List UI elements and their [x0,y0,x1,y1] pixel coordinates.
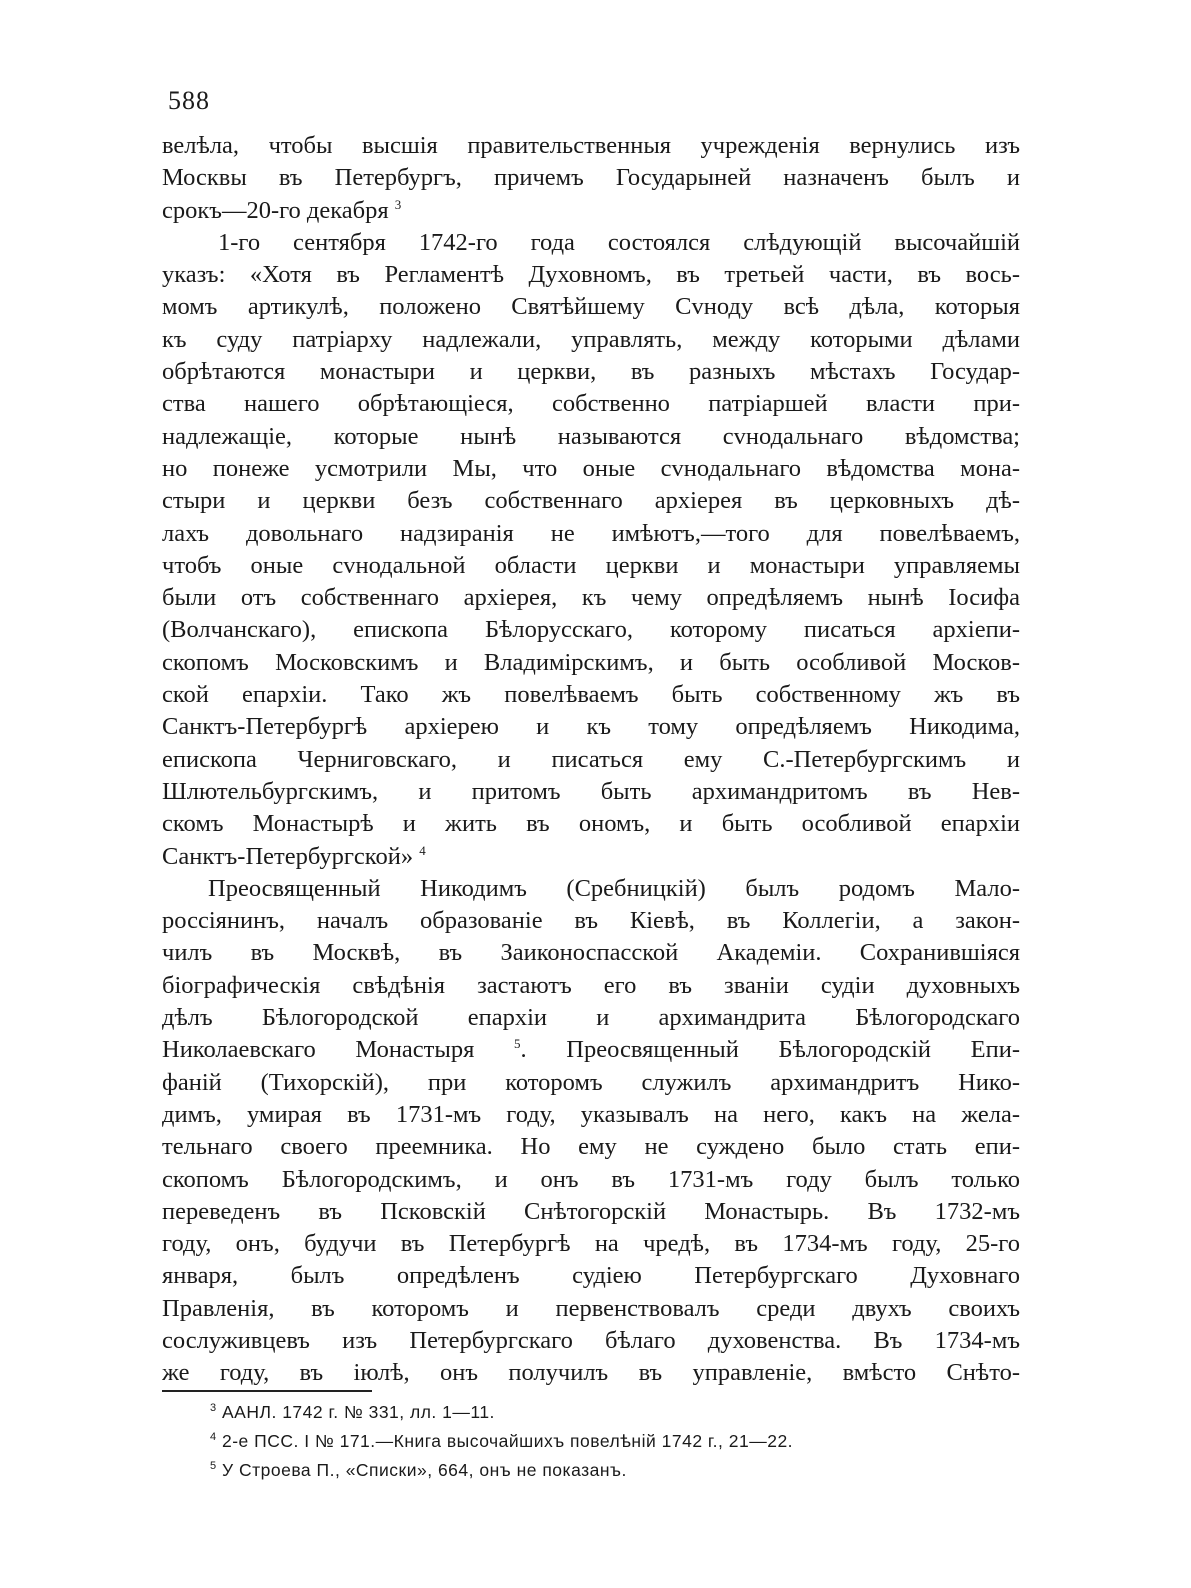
text-line: указъ: «Хотя въ Регламентѣ Духовномъ, въ третьей части, въ вось- [162,261,1020,289]
footnotes [210,1398,970,1485]
footnote-number: 5 [210,1460,217,1473]
page-number: 588 [168,86,210,115]
text-line: были отъ собственнаго архіерея, къ чему опредѣляемъ нынѣ Іосифа [162,584,1020,612]
footnote-text: ААНЛ. 1742 г. № 331, лл. 1—11. [222,1402,495,1422]
text-line: россіянинъ, началъ образованіе въ Кіевѣ, въ Коллегіи, а закон- [162,907,1020,935]
footnote [210,1456,970,1485]
text-line: лахъ довольнаго надзиранія не имѣютъ,—того для повелѣваемъ, [162,519,1020,547]
footnote-number: 3 [210,1402,217,1415]
text-line: епископа Черниговскаго, и писаться ему С.-Петербургскимъ и [162,745,1020,773]
footnote-ref[interactable]: 3 [394,196,402,212]
text-line: Санктъ-Петербургѣ архіерею и къ тому опредѣляемъ Никодима, [162,713,1020,741]
text-line: фаній (Тихорскій), при которомъ служилъ архимандритъ Нико- [162,1068,1020,1096]
footnote-ref[interactable]: 5 [514,1036,521,1052]
text-line: стыри и церкви безъ собственнаго архіерея въ церковныхъ дѣ- [162,487,1020,515]
text-line: велѣла, чтобы высшія правительственныя учрежденія вернулись изъ [162,132,1020,159]
main-text [162,130,1020,1390]
text-line: къ суду патріарху надлежали, управлять, между которыми дѣлами [162,325,1020,353]
footnote-number: 4 [210,1431,217,1444]
footnote-text: У Строева П., «Списки», 664, онъ не показанъ. [222,1460,627,1480]
footnote-ref[interactable]: 4 [419,842,426,858]
text-line: момъ артикулѣ, положено Святѣйшему Сvноду всѣ дѣла, которыя [162,293,1020,321]
footnote [210,1398,970,1427]
text-line: но понеже усмотрили Мы, что оные сvнодальнаго вѣдомства мона- [162,454,1020,482]
text-line: Шлютельбургскимъ, и притомъ быть архимандритомъ въ Нев- [162,777,1020,805]
footnote-divider [162,1390,372,1392]
text-line: 1-го сентября 1742-го года состоялся слѣдующій высочайшій [218,228,1020,256]
text-line: скопомъ Бѣлогородскимъ, и онъ въ 1731-мъ году былъ только [162,1165,1020,1193]
text-line: біографическія свѣдѣнія застаютъ его въ званіи судіи духовныхъ [162,971,1020,999]
text-line: (Волчанскаго), епископа Бѣлорусскаго, которому писаться архіепи- [162,616,1020,644]
footnote [210,1427,970,1456]
text-line: Преосвященный Никодимъ (Сребницкій) былъ родомъ Мало- [208,874,1020,902]
text-line: сослуживцевъ изъ Петербургскаго бѣлаго духовенства. Въ 1734-мъ [162,1326,1020,1354]
text-line: же году, въ іюлѣ, онъ получилъ въ управленіе, вмѣсто Снѣто- [162,1359,1020,1387]
text-line: году, онъ, будучи въ Петербургѣ на чредѣ, въ 1734-мъ году, 25-го [162,1230,1020,1258]
text-line: чтобъ оные сvнодальной области церкви и монастыри управляемы [162,551,1020,579]
text-line: Правленія, въ которомъ и первенствовалъ среди двухъ своихъ [162,1294,1020,1322]
text-line: срокъ—20-го декабря $^3$ [162,196,402,224]
text-line: января, былъ опредѣленъ судіею Петербургскаго Духовнаго [162,1262,1020,1290]
text-line: чилъ въ Москвѣ, въ Заиконоспасской Академіи. Сохранившіяся [162,939,1020,967]
text-line: димъ, умирая въ 1731-мъ году, указывалъ на него, какъ на жела- [162,1100,1020,1128]
text-line: ства нашего обрѣтающіеся, собственно патріаршей власти при- [162,390,1020,418]
footnote-text: 2-е ПСС. I № 171.—Книга высочайшихъ повелѣній 1742 г., 21—22. [222,1431,794,1451]
text-line: обрѣтаются монастыри и церкви, въ разныхъ мѣстахъ Государ- [162,358,1020,386]
text-line: дѣлъ Бѣлогородской епархіи и архимандрита Бѣлогородскаго [162,1004,1020,1032]
text-line: ской епархіи. Тако жъ повелѣваемъ быть собственному жъ въ [162,681,1020,709]
text-line: Санктъ-Петербургской» $^4$ [162,842,426,870]
text-line: скомъ Монастырѣ и жить въ ономъ, и быть особливой епархіи [162,810,1020,838]
text-line: Москвы въ Петербургъ, причемъ Государыней назначенъ былъ и [162,164,1020,192]
text-line: переведенъ въ Псковскій Снѣтогорскій Монастырь. Въ 1732-мъ [162,1197,1020,1225]
text-line: надлежащіе, которые нынѣ называются сvнодальнаго вѣдомства; [162,422,1020,450]
text-line: тельнаго своего преемника. Но ему не суждено было стать епи- [162,1133,1020,1161]
text-line: скопомъ Московскимъ и Владимірскимъ, и быть особливой Москов- [162,648,1020,676]
text-line: Николаевскаго Монастыря $^5$. Преосвященный Бѣлогородскій Епи- [162,1036,1020,1064]
